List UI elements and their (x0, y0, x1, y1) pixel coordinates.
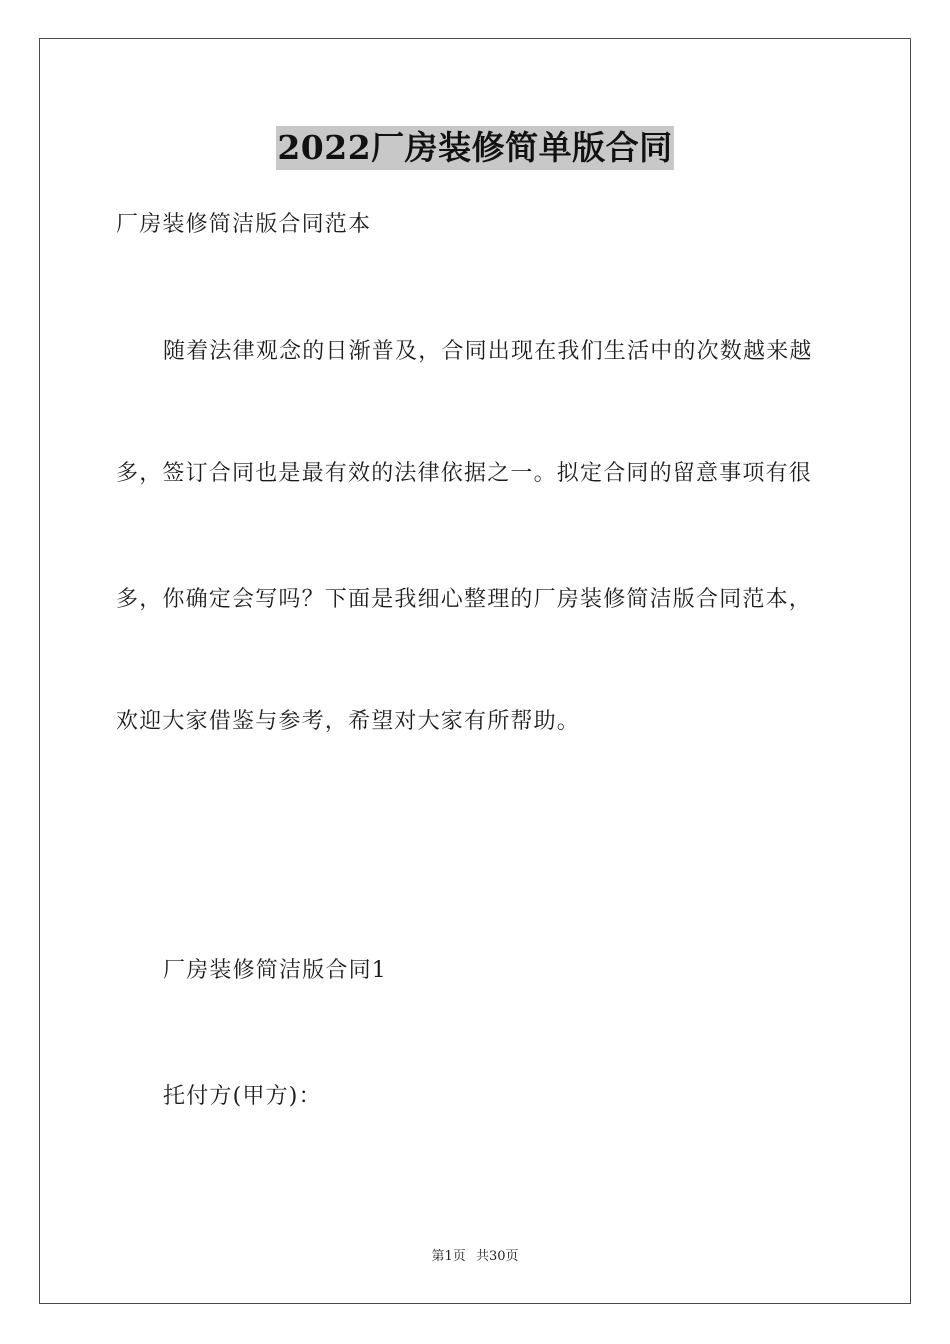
document-subtitle: 厂房装修简洁版合同范本 (116, 212, 372, 237)
intro-line-1: 随着法律观念的日渐普及，合同出现在我们生活中的次数越来越 (163, 339, 813, 364)
section-heading: 厂房装修简洁版合同1 (163, 958, 387, 983)
party-a-label: 托付方(甲方)： (163, 1084, 322, 1109)
intro-line-3: 多，你确定会写吗？下面是我细心整理的厂房装修简洁版合同范本， (116, 587, 813, 612)
page-footer (0, 1248, 950, 1266)
intro-line-2: 多，签订合同也是最有效的法律依据之一。拟定合同的留意事项有很 (116, 461, 813, 486)
document-title: 2022厂房装修简单版合同 (276, 126, 673, 170)
intro-line-4: 欢迎大家借鉴与参考，希望对大家有所帮助。 (116, 709, 581, 734)
page-number-total: 共30页 (475, 1249, 519, 1264)
title-container (0, 126, 950, 170)
page-number-current: 第1页 (431, 1249, 466, 1264)
